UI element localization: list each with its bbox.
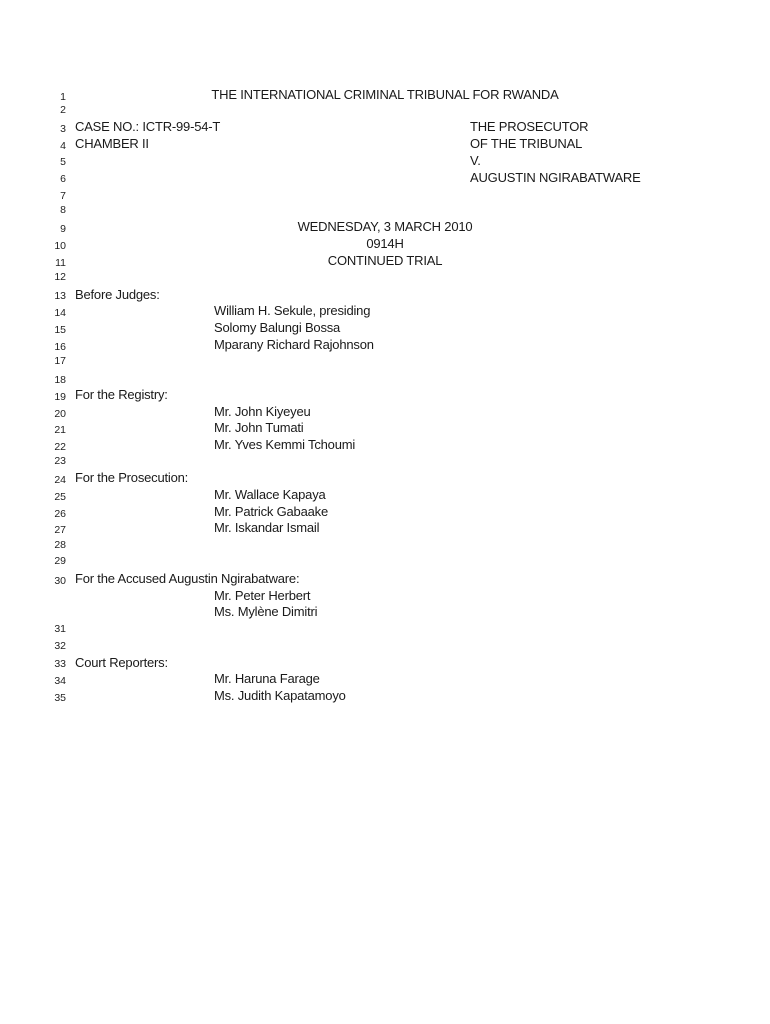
line-number: 30 (54, 575, 66, 587)
prosecution-name: Mr. Patrick Gabaake (214, 504, 328, 519)
line-number: 3 (60, 123, 66, 135)
line-number: 8 (60, 204, 66, 216)
line-number: 15 (54, 324, 66, 336)
line-number: 14 (54, 307, 66, 319)
party-line: THE PROSECUTOR (470, 119, 589, 134)
registry-name: Mr. John Tumati (214, 420, 304, 435)
party-line: V. (470, 153, 481, 168)
prosecution-heading: For the Prosecution: (75, 470, 189, 485)
line-number: 35 (54, 692, 66, 704)
registry-heading: For the Registry: (75, 387, 168, 402)
case-number: CASE NO.: ICTR-99-54-T (75, 119, 221, 134)
line-number: 17 (54, 355, 66, 367)
line-number: 1 (60, 91, 66, 103)
prosecution-name: Mr. Iskandar Ismail (214, 520, 320, 535)
line-number: 11 (55, 257, 66, 269)
registry-name: Mr. John Kiyeyeu (214, 404, 311, 419)
line-number: 29 (54, 555, 66, 567)
line-number: 4 (60, 140, 66, 152)
judge-name: Mparany Richard Rajohnson (214, 337, 374, 352)
party-line: OF THE TRIBUNAL (470, 136, 583, 151)
session-time: 0914H (366, 236, 404, 251)
line-number: 23 (54, 455, 66, 467)
line-number: 9 (60, 223, 66, 235)
session-type: CONTINUED TRIAL (327, 253, 443, 268)
line-number: 33 (54, 658, 66, 670)
tribunal-title: THE INTERNATIONAL CRIMINAL TRIBUNAL FOR RWANDA (211, 87, 559, 102)
prosecution-name: Mr. Wallace Kapaya (214, 487, 326, 502)
line-number: 22 (54, 441, 66, 453)
defence-name: Ms. Mylène Dimitri (214, 604, 318, 619)
line-number: 31 (54, 623, 66, 635)
line-number: 27 (54, 524, 66, 536)
line-number: 18 (54, 374, 66, 386)
line-number: 13 (54, 290, 66, 302)
line-number: 2 (60, 104, 66, 116)
line-number: 16 (54, 341, 66, 353)
defence-heading: For the Accused Augustin Ngirabatware: (75, 571, 300, 586)
line-number: 21 (54, 424, 66, 436)
registry-name: Mr. Yves Kemmi Tchoumi (214, 437, 356, 452)
line-number: 6 (60, 173, 66, 185)
reporter-name: Mr. Haruna Farage (214, 671, 320, 686)
line-number: 26 (54, 508, 66, 520)
judge-name: William H. Sekule, presiding (214, 303, 371, 318)
line-number: 24 (54, 474, 66, 486)
line-number: 12 (54, 271, 66, 283)
accused-name: AUGUSTIN NGIRABATWARE (470, 170, 641, 185)
line-number: 7 (60, 190, 66, 202)
judges-heading: Before Judges: (75, 287, 160, 302)
judge-name: Solomy Balungi Bossa (214, 320, 341, 335)
line-number: 5 (60, 156, 66, 168)
line-number: 19 (54, 391, 66, 403)
line-number: 28 (54, 539, 66, 551)
defence-name: Mr. Peter Herbert (214, 588, 311, 603)
reporters-heading: Court Reporters: (75, 655, 168, 670)
reporter-name: Ms. Judith Kapatamoyo (214, 688, 346, 703)
line-number: 34 (54, 675, 66, 687)
line-number: 32 (54, 640, 66, 652)
line-number: 25 (54, 491, 66, 503)
line-number: 20 (54, 408, 66, 420)
line-number: 10 (54, 240, 66, 252)
session-date: WEDNESDAY, 3 MARCH 2010 (297, 219, 473, 234)
chamber: CHAMBER II (75, 136, 149, 151)
